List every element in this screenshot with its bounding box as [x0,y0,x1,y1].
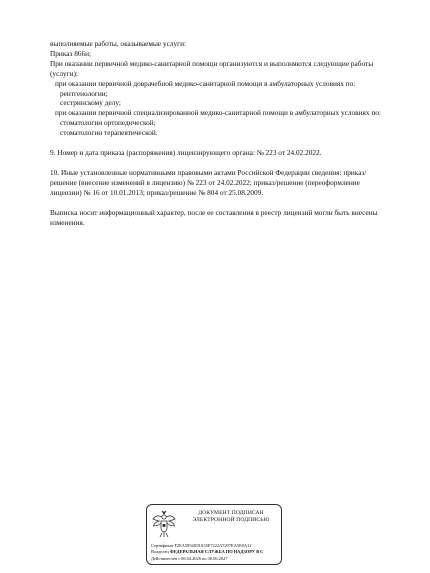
body-line: выполняемые работы, оказываемые услуги: [50,39,187,48]
item-9: 9. Номер и дата приказа (распоряжения) лицензирующего органа: № 223 от 24.02.2022. [50,148,322,158]
body-line: при оказании первичной доврачебной медико-санитарной помощи в амбулаторных условиях по: [55,78,356,88]
body-line: Приказ 866н; [50,48,92,58]
info-note: Выписка носит информационный характер, после ее составления в реестр лицензий могли быть внесены изменения. [50,207,378,227]
body-line: стоматологии ортопедической; [60,118,156,128]
paragraph-gap [50,198,390,208]
item-10: 10. Иные установленные нормативными правовыми актами Российской Федерации сведения: приказ/решение (внесение изменений в лицензию) № 223 от 24.02.2022; приказ/решение (переоформление лицензии) № 16 от 10.01.2013; приказ/решение № 804 от 25.08.2009. [50,167,367,197]
certificate-value: F2EA5954818A35F7222A7297EA5E0A12 [174,543,252,548]
stamp-meta [151,543,281,562]
owner-value: ФЕДЕРАЛЬНАЯ СЛУЖБА ПО НАДЗОРУ В С [169,549,264,555]
stamp-title [183,510,279,524]
body-line: рентгенологии; [60,88,108,98]
body-line: стоматологии терапевтической. [60,128,158,138]
owner-label: Владелец [151,549,169,555]
body-line: При оказании первичной медико-санитарной помощи организуются и выполняются следующие работы (услуги): [50,58,374,78]
body-line: сестринскому делу; [60,98,121,108]
validity-row: Действителен с 06.04.2026 по 30.06.2027 [151,555,228,561]
paragraph-gap [50,138,390,148]
body-line: при оказании первичной специализированной медико-санитарной помощи в амбулаторных условиях по: [55,108,381,118]
electronic-signature-stamp [146,504,282,565]
document-body [50,39,390,228]
certificate-label: Сертификат [151,543,174,548]
stamp-title-line-2: ЭЛЕКТРОННОЙ ПОДПИСЬЮ [192,517,270,523]
owner-row [151,549,281,555]
coat-of-arms-icon [151,509,177,539]
paragraph-gap [50,158,390,168]
stamp-title-line-1: ДОКУМЕНТ ПОДПИСАН [198,510,264,516]
